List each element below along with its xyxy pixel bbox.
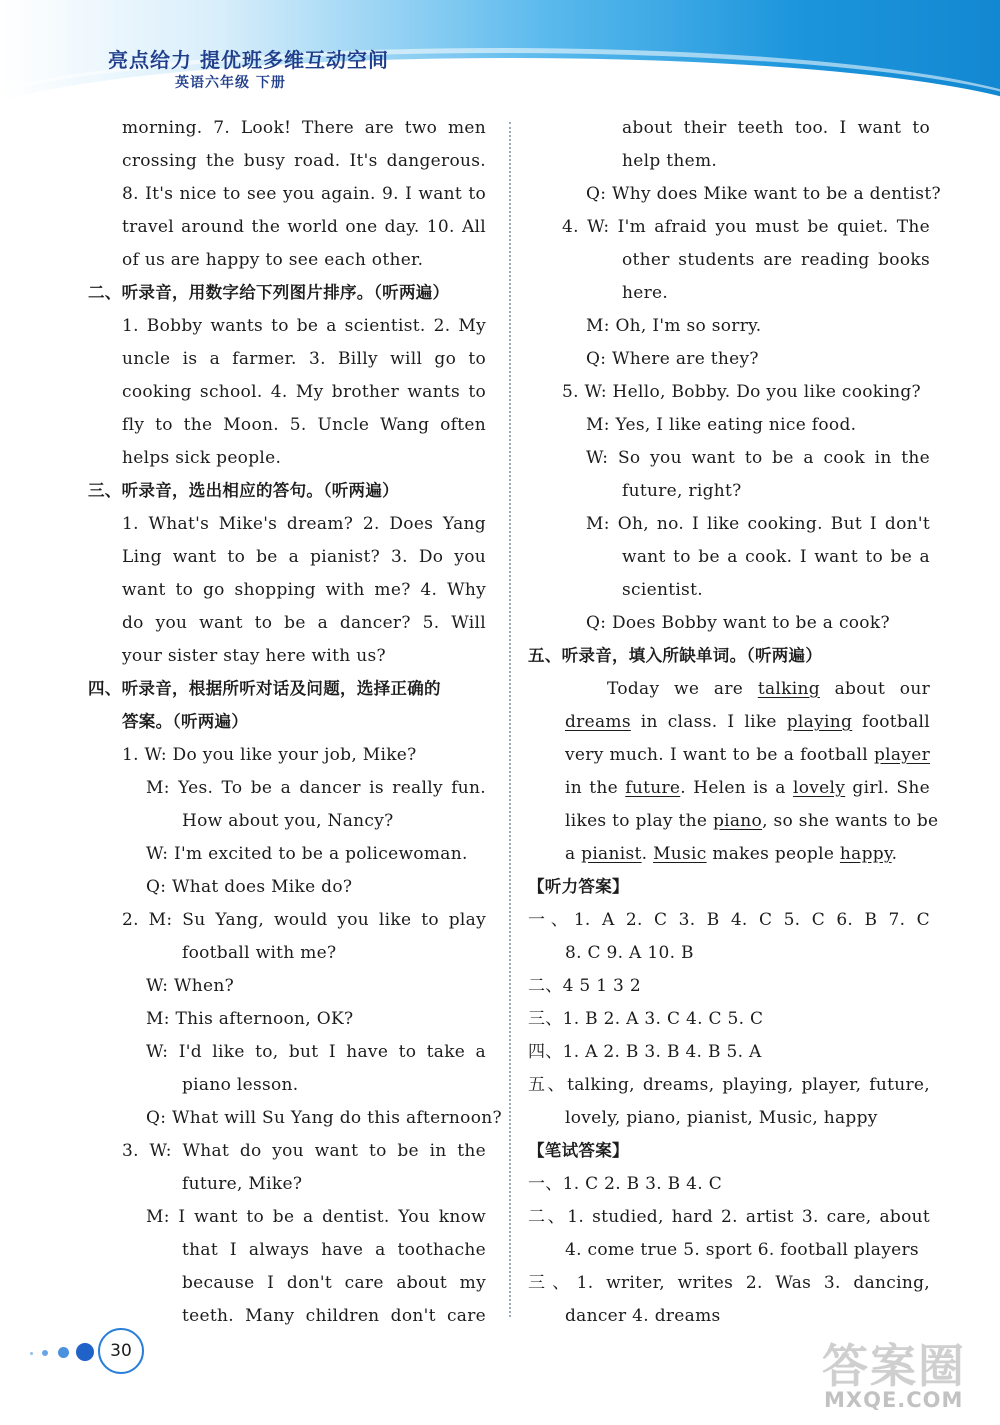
text-line: Q: Why does Mike want to be a dentist? — [586, 184, 941, 204]
answer-line: 二、1. studied, hard 2. artist 3. care, about — [528, 1207, 930, 1227]
text-line: here. — [622, 283, 669, 303]
text-line: How about you, Nancy? — [182, 811, 394, 831]
answer-key-heading: 【听力答案】 — [528, 877, 629, 896]
text-line: crossing the busy road. It's dangerous. — [122, 151, 486, 171]
text-line: Q: What will Su Yang do this afternoon? — [146, 1108, 502, 1128]
text-line: 1. Bobby wants to be a scientist. 2. My — [122, 316, 486, 336]
answer-line: lovely, piano, pianist, Music, happy — [565, 1108, 878, 1128]
text-line: Q: What does Mike do? — [146, 877, 353, 897]
text-line: other students are reading books — [622, 250, 930, 270]
text-line: M: Yes. To be a dancer is really fun. — [146, 778, 486, 798]
section-heading: 二、听录音，用数字给下列图片排序。（听两遍） — [88, 283, 450, 302]
cloze-answer: pianist — [581, 844, 642, 864]
text-line: 8. It's nice to see you again. 9. I want to — [122, 184, 486, 204]
answer-line: 四、1. A 2. B 3. B 4. B 5. A — [528, 1042, 762, 1062]
text-line: M: Oh, no. I like cooking. But I don't — [586, 514, 930, 534]
answer-line: 三、1. writer, writes 2. Was 3. dancing, — [528, 1273, 930, 1293]
answer-line: 一、1. C 2. B 3. B 4. C — [528, 1174, 723, 1194]
answer-key-heading: 【笔试答案】 — [528, 1141, 629, 1160]
answer-line: 三、1. B 2. A 3. C 4. C 5. C — [528, 1009, 764, 1029]
text-line: 1. W: Do you like your job, Mike? — [122, 745, 417, 765]
text-line: fly to the Moon. 5. Uncle Wang often — [122, 415, 486, 435]
text-line: teeth. Many children don't care — [182, 1306, 486, 1326]
text-line: future, Mike? — [182, 1174, 303, 1194]
text-line: football with me? — [182, 943, 337, 963]
text-line: future, right? — [622, 481, 742, 501]
answer-line: 8. C 9. A 10. B — [565, 943, 694, 963]
text-line: M: Yes, I like eating nice food. — [586, 415, 857, 435]
text-line: 4. W: I'm afraid you must be quiet. The — [562, 217, 930, 237]
answer-line: 五、talking, dreams, playing, player, future, — [528, 1075, 930, 1095]
header-subtitle: 英语六年级 下册 — [175, 75, 286, 91]
text-line: your sister stay here with us? — [122, 646, 386, 666]
text-line: morning. 7. Look! There are two men — [122, 118, 486, 138]
section-heading: 答案。（听两遍） — [122, 712, 249, 731]
answer-line: 4. come true 5. sport 6. football players — [565, 1240, 919, 1260]
text-line: uncle is a farmer. 3. Billy will go to — [122, 349, 486, 369]
text-line: piano lesson. — [182, 1075, 299, 1095]
cloze-answer: piano — [712, 811, 763, 831]
text-line: about their teeth too. I want to — [622, 118, 930, 138]
text-line: W: So you want to be a cook in the — [586, 448, 930, 468]
text-line: help them. — [622, 151, 718, 171]
text-line: travel around the world one day. 10. All — [122, 217, 486, 237]
answer-line: 一、1. A 2. C 3. B 4. C 5. C 6. B 7. C — [528, 910, 930, 930]
section-heading: 四、听录音，根据所听对话及问题，选择正确的 — [88, 679, 441, 698]
text-line: cooking school. 4. My brother wants to — [122, 382, 486, 402]
watermark-url: MXQE.COM — [824, 1388, 964, 1412]
cloze-answer: dreams — [565, 712, 631, 732]
text-line: because I don't care about my — [182, 1273, 486, 1293]
text-line: want to be a cook. I want to be a — [622, 547, 930, 567]
text-line: 5. W: Hello, Bobby. Do you like cooking? — [562, 382, 921, 402]
text-line: Ling want to be a pianist? 3. Do you — [122, 547, 486, 567]
page-header — [0, 0, 1000, 100]
text-line: W: When? — [146, 976, 235, 996]
section-heading: 三、听录音，选出相应的答句。（听两遍） — [88, 481, 399, 500]
text-line: of us are happy to see each other. — [122, 250, 424, 270]
text-line: do you want to be a dancer? 5. Will — [122, 613, 486, 633]
text-line: Q: Does Bobby want to be a cook? — [586, 613, 890, 633]
text-line: scientist. — [622, 580, 703, 600]
page-number: 30 — [98, 1328, 144, 1374]
cloze-line: Today we are talking about our — [607, 679, 930, 699]
cloze-line: a pianist. Music makes people happy. — [565, 844, 898, 864]
text-line: M: This afternoon, OK? — [146, 1009, 354, 1029]
text-line: W: I'd like to, but I have to take a — [146, 1042, 486, 1062]
text-line: 1. What's Mike's dream? 2. Does Yang — [122, 514, 486, 534]
cloze-line: very much. I want to be a football player — [565, 745, 930, 765]
cloze-answer: talking — [757, 679, 820, 699]
text-line: W: I'm excited to be a policewoman. — [146, 844, 468, 864]
cloze-answer: playing — [786, 712, 853, 732]
text-line: want to go shopping with me? 4. Why — [122, 580, 486, 600]
text-line: 2. M: Su Yang, would you like to play — [122, 910, 486, 930]
cloze-answer: player — [873, 745, 930, 765]
watermark-logo-text: 答案圈 — [822, 1339, 966, 1393]
cloze-line: in the future. Helen is a lovely girl. She — [565, 778, 931, 798]
cloze-line: likes to play the piano, so she wants to be — [565, 811, 939, 831]
column-divider — [509, 122, 511, 1317]
text-line: helps sick people. — [122, 448, 282, 468]
text-line: M: I want to be a dentist. You know — [146, 1207, 486, 1227]
answer-line: 二、4 5 1 3 2 — [528, 976, 641, 996]
cloze-line: dreams in class. I like playing football — [565, 712, 930, 732]
cloze-answer: happy — [839, 844, 892, 864]
answer-line: dancer 4. dreams — [565, 1306, 721, 1326]
text-line: Q: Where are they? — [586, 349, 759, 369]
cloze-answer: lovely — [792, 778, 846, 798]
cloze-answer: Music — [653, 844, 707, 864]
text-line: that I always have a toothache — [182, 1240, 486, 1260]
header-title: 亮点给力 提优班多维互动空间 — [108, 48, 389, 72]
cloze-answer: future — [625, 778, 681, 798]
text-line: M: Oh, I'm so sorry. — [586, 316, 762, 336]
watermark-logo — [822, 1330, 992, 1420]
text-line: 3. W: What do you want to be in the — [122, 1141, 486, 1161]
section-heading: 五、听录音，填入所缺单词。（听两遍） — [528, 646, 823, 665]
